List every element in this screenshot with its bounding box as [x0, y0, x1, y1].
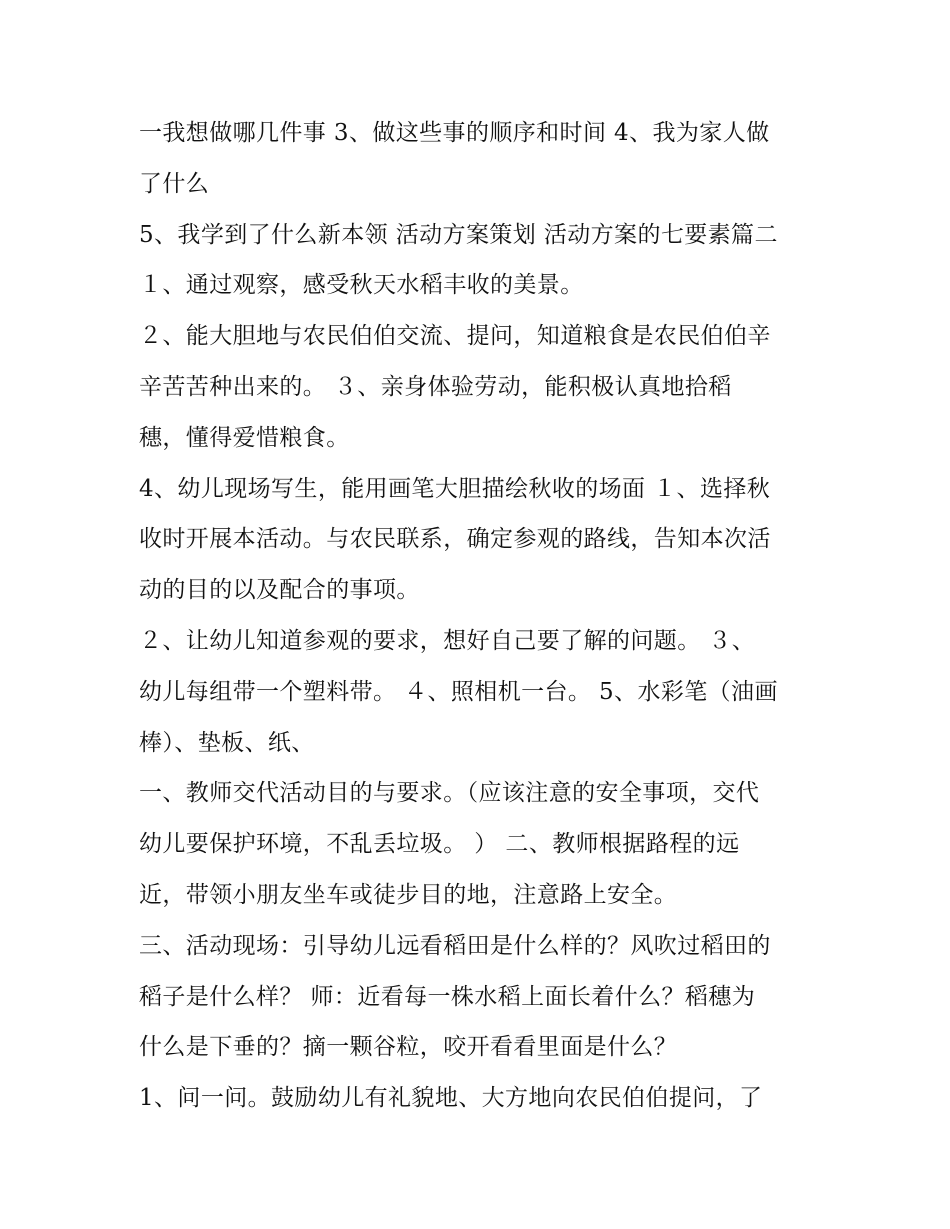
text-line-5: ２、能大胆地与农民伯伯交流、提问，知道粮食是农民伯伯辛: [139, 323, 771, 350]
text-line-2: 了什么: [139, 170, 210, 197]
text-line-12: 幼儿每组带一个塑料带。 ４、照相机一台。 5、水彩笔（油画: [139, 678, 778, 705]
text-line-7: 穗，懂得爱惜粮食。: [139, 424, 350, 451]
text-line-3: 5、我学到了什么新本领 活动方案策划 活动方案的七要素篇二: [139, 221, 778, 248]
text-line-9: 收时开展本活动。与农民联系，确定参观的路线，告知本次活: [139, 526, 771, 553]
text-line-6: 辛苦苦种出来的。 ３、亲身体验劳动，能积极认真地拾稻: [139, 373, 732, 400]
text-line-19: 什么是下垂的？摘一颗谷粒，咬开看看里面是什么？: [139, 1034, 678, 1061]
text-line-8: 4、幼儿现场写生，能用画笔大胆描绘秋收的场面 １、选择秋: [139, 475, 771, 502]
text-line-11: ２、让幼儿知道参观的要求，想好自己要了解的问题。 ３、: [139, 627, 756, 654]
text-line-16: 近，带领小朋友坐车或徒步目的地，注意路上安全。: [139, 881, 678, 908]
text-line-1: 一我想做哪几件事 3、做这些事的顺序和时间 4、我为家人做: [139, 120, 770, 146]
text-line-17: 三、活动现场：引导幼儿远看稻田是什么样的？风吹过稻田的: [139, 932, 771, 959]
text-line-20: 1、问一问。鼓励幼儿有礼貌地、大方地向农民伯伯提问，了: [139, 1085, 763, 1112]
text-line-15: 幼儿要保护环境，不乱丢垃圾。 ） 二、教师根据路程的远: [139, 831, 740, 858]
text-line-4: １、通过观察，感受秋天水稻丰收的美景。: [139, 272, 584, 299]
document-body: [139, 108, 819, 1124]
text-line-18: 稻子是什么样？ 师：近看每一株水稻上面长着什么？稻穗为: [139, 983, 756, 1010]
text-line-10: 动的目的以及配合的事项。: [139, 577, 420, 604]
text-line-14: 一、教师交代活动目的与要求。（应该注意的安全事项，交代: [139, 780, 760, 807]
text-line-13: 棒）、垫板、纸、: [139, 729, 315, 756]
